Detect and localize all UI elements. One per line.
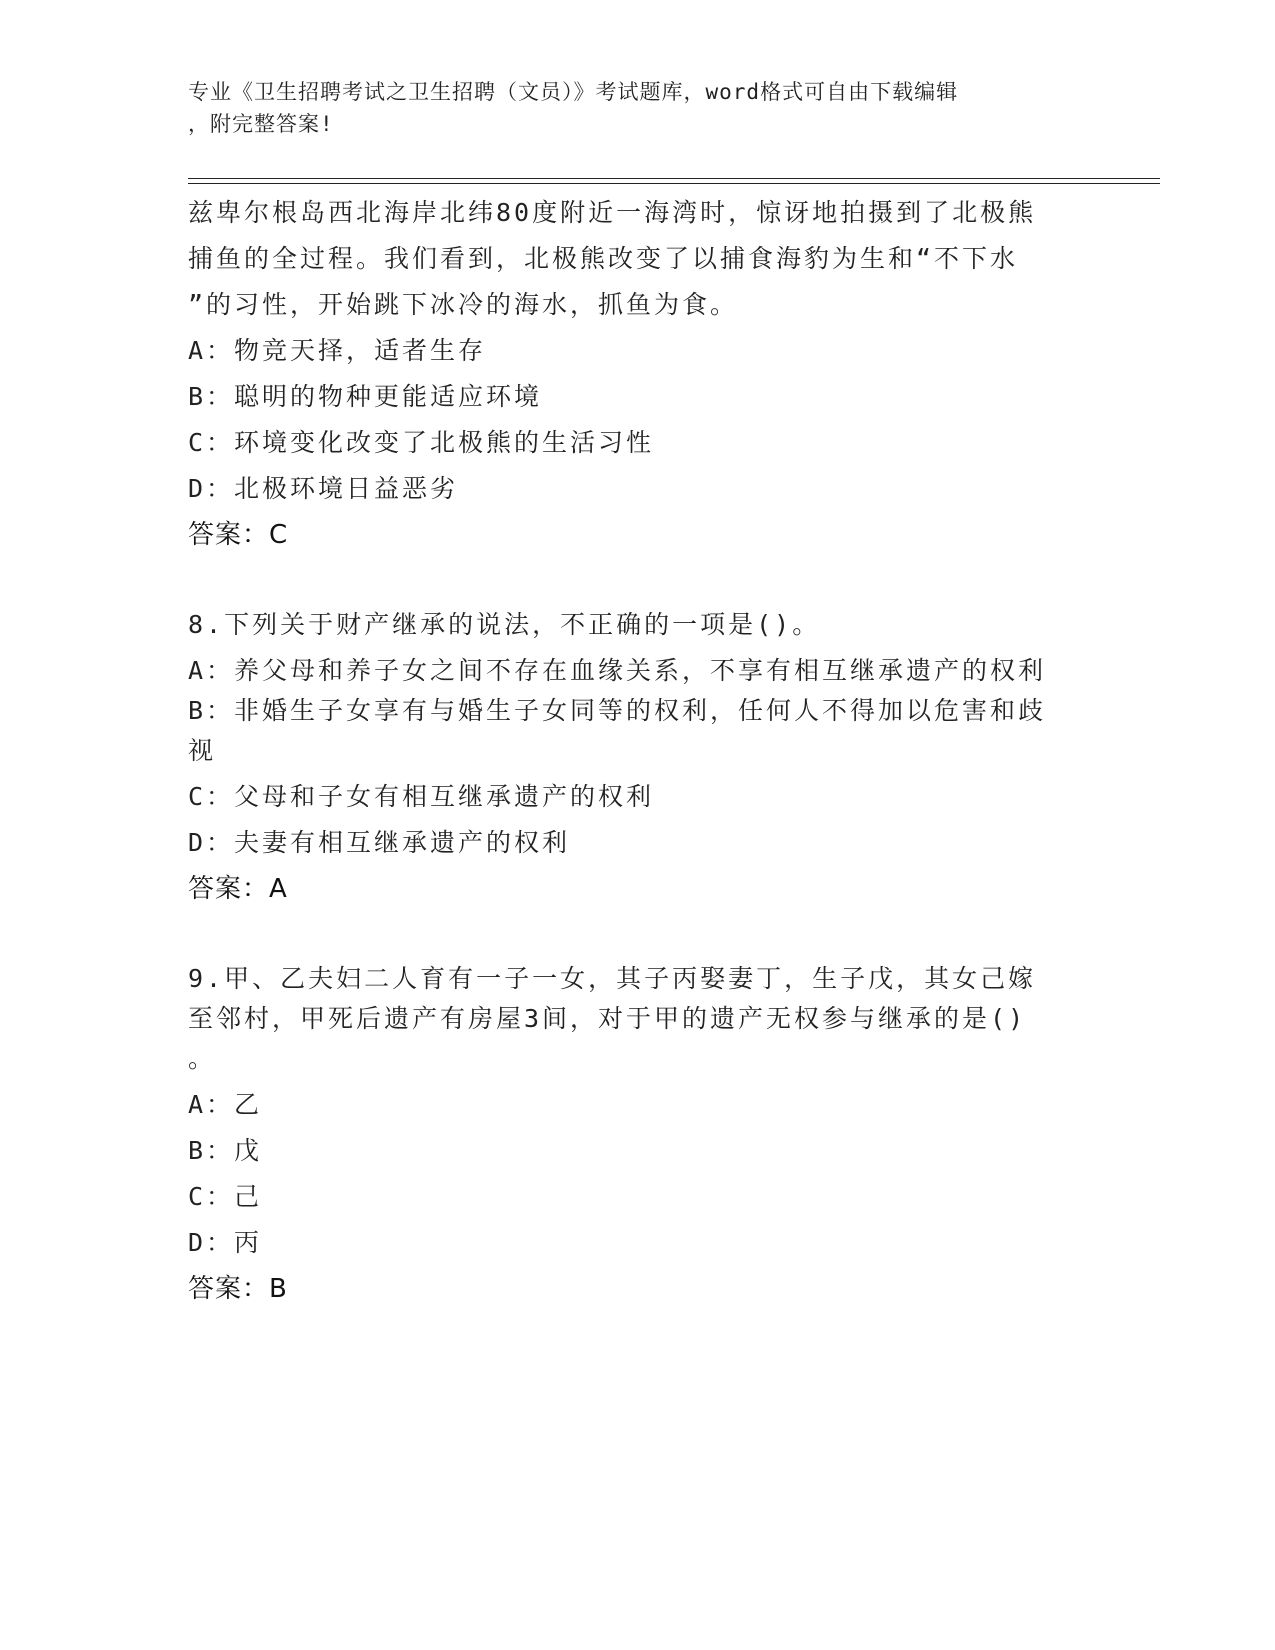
question-7-option-c: C：环境变化改变了北极熊的生活习性	[188, 428, 655, 457]
question-8-option-b-line-1: B：非婚生子女享有与婚生子女同等的权利，任何人不得加以危害和歧	[188, 696, 1047, 725]
header-line-1: 专业《卫生招聘考试之卫生招聘（文员）》考试题库，word格式可自由下载编辑	[188, 80, 959, 104]
question-8-option-d: D：夫妻有相互继承遗产的权利	[188, 828, 571, 857]
question-7-stem-line-1: 兹卑尔根岛西北海岸北纬80度附近一海湾时，惊讶地拍摄到了北极熊	[188, 198, 1037, 227]
question-8-answer: 答案：A	[188, 874, 288, 904]
question-8-option-b-line-2: 视	[188, 736, 217, 765]
header-divider-bottom	[188, 183, 1160, 184]
question-9-stem-line-2: 至邻村，甲死后遗产有房屋3间，对于甲的遗产无权参与继承的是()	[188, 1004, 1027, 1033]
question-7-stem-line-3: ”的习性，开始跳下冰冷的海水，抓鱼为食。	[188, 290, 739, 319]
question-9-option-b: B：戊	[188, 1136, 263, 1165]
question-7-option-a: A：物竞天择，适者生存	[188, 336, 487, 365]
question-9-answer: 答案：B	[188, 1274, 288, 1304]
question-9-stem-line-3: 。	[188, 1044, 217, 1073]
question-9-option-a: A：乙	[188, 1090, 263, 1119]
question-spacer	[188, 912, 1088, 956]
question-9-option-d: D：丙	[188, 1228, 263, 1257]
header-divider-top	[188, 178, 1160, 179]
question-8-stem: 8.下列关于财产继承的说法，不正确的一项是()。	[188, 610, 821, 639]
question-9-option-c: C：己	[188, 1182, 263, 1211]
question-7	[188, 190, 1088, 558]
question-7-option-b: B：聪明的物种更能适应环境	[188, 382, 543, 411]
document-header	[188, 76, 1068, 140]
question-8-option-c: C：父母和子女有相互继承遗产的权利	[188, 782, 655, 811]
question-7-stem-line-2: 捕鱼的全过程。我们看到，北极熊改变了以捕食海豹为生和“不下水	[188, 244, 1019, 273]
question-9-stem-line-1: 9.甲、乙夫妇二人育有一子一女，其子丙娶妻丁，生子戊，其女己嫁	[188, 964, 1037, 993]
question-content	[188, 190, 1088, 1312]
question-7-answer: 答案：C	[188, 520, 289, 550]
question-8	[188, 602, 1088, 912]
question-7-option-d: D：北极环境日益恶劣	[188, 474, 459, 503]
question-spacer	[188, 558, 1088, 602]
question-9	[188, 956, 1088, 1312]
header-line-2: ，附完整答案!	[188, 112, 334, 136]
question-8-option-a: A：养父母和养子女之间不存在血缘关系，不享有相互继承遗产的权利	[188, 656, 1047, 685]
